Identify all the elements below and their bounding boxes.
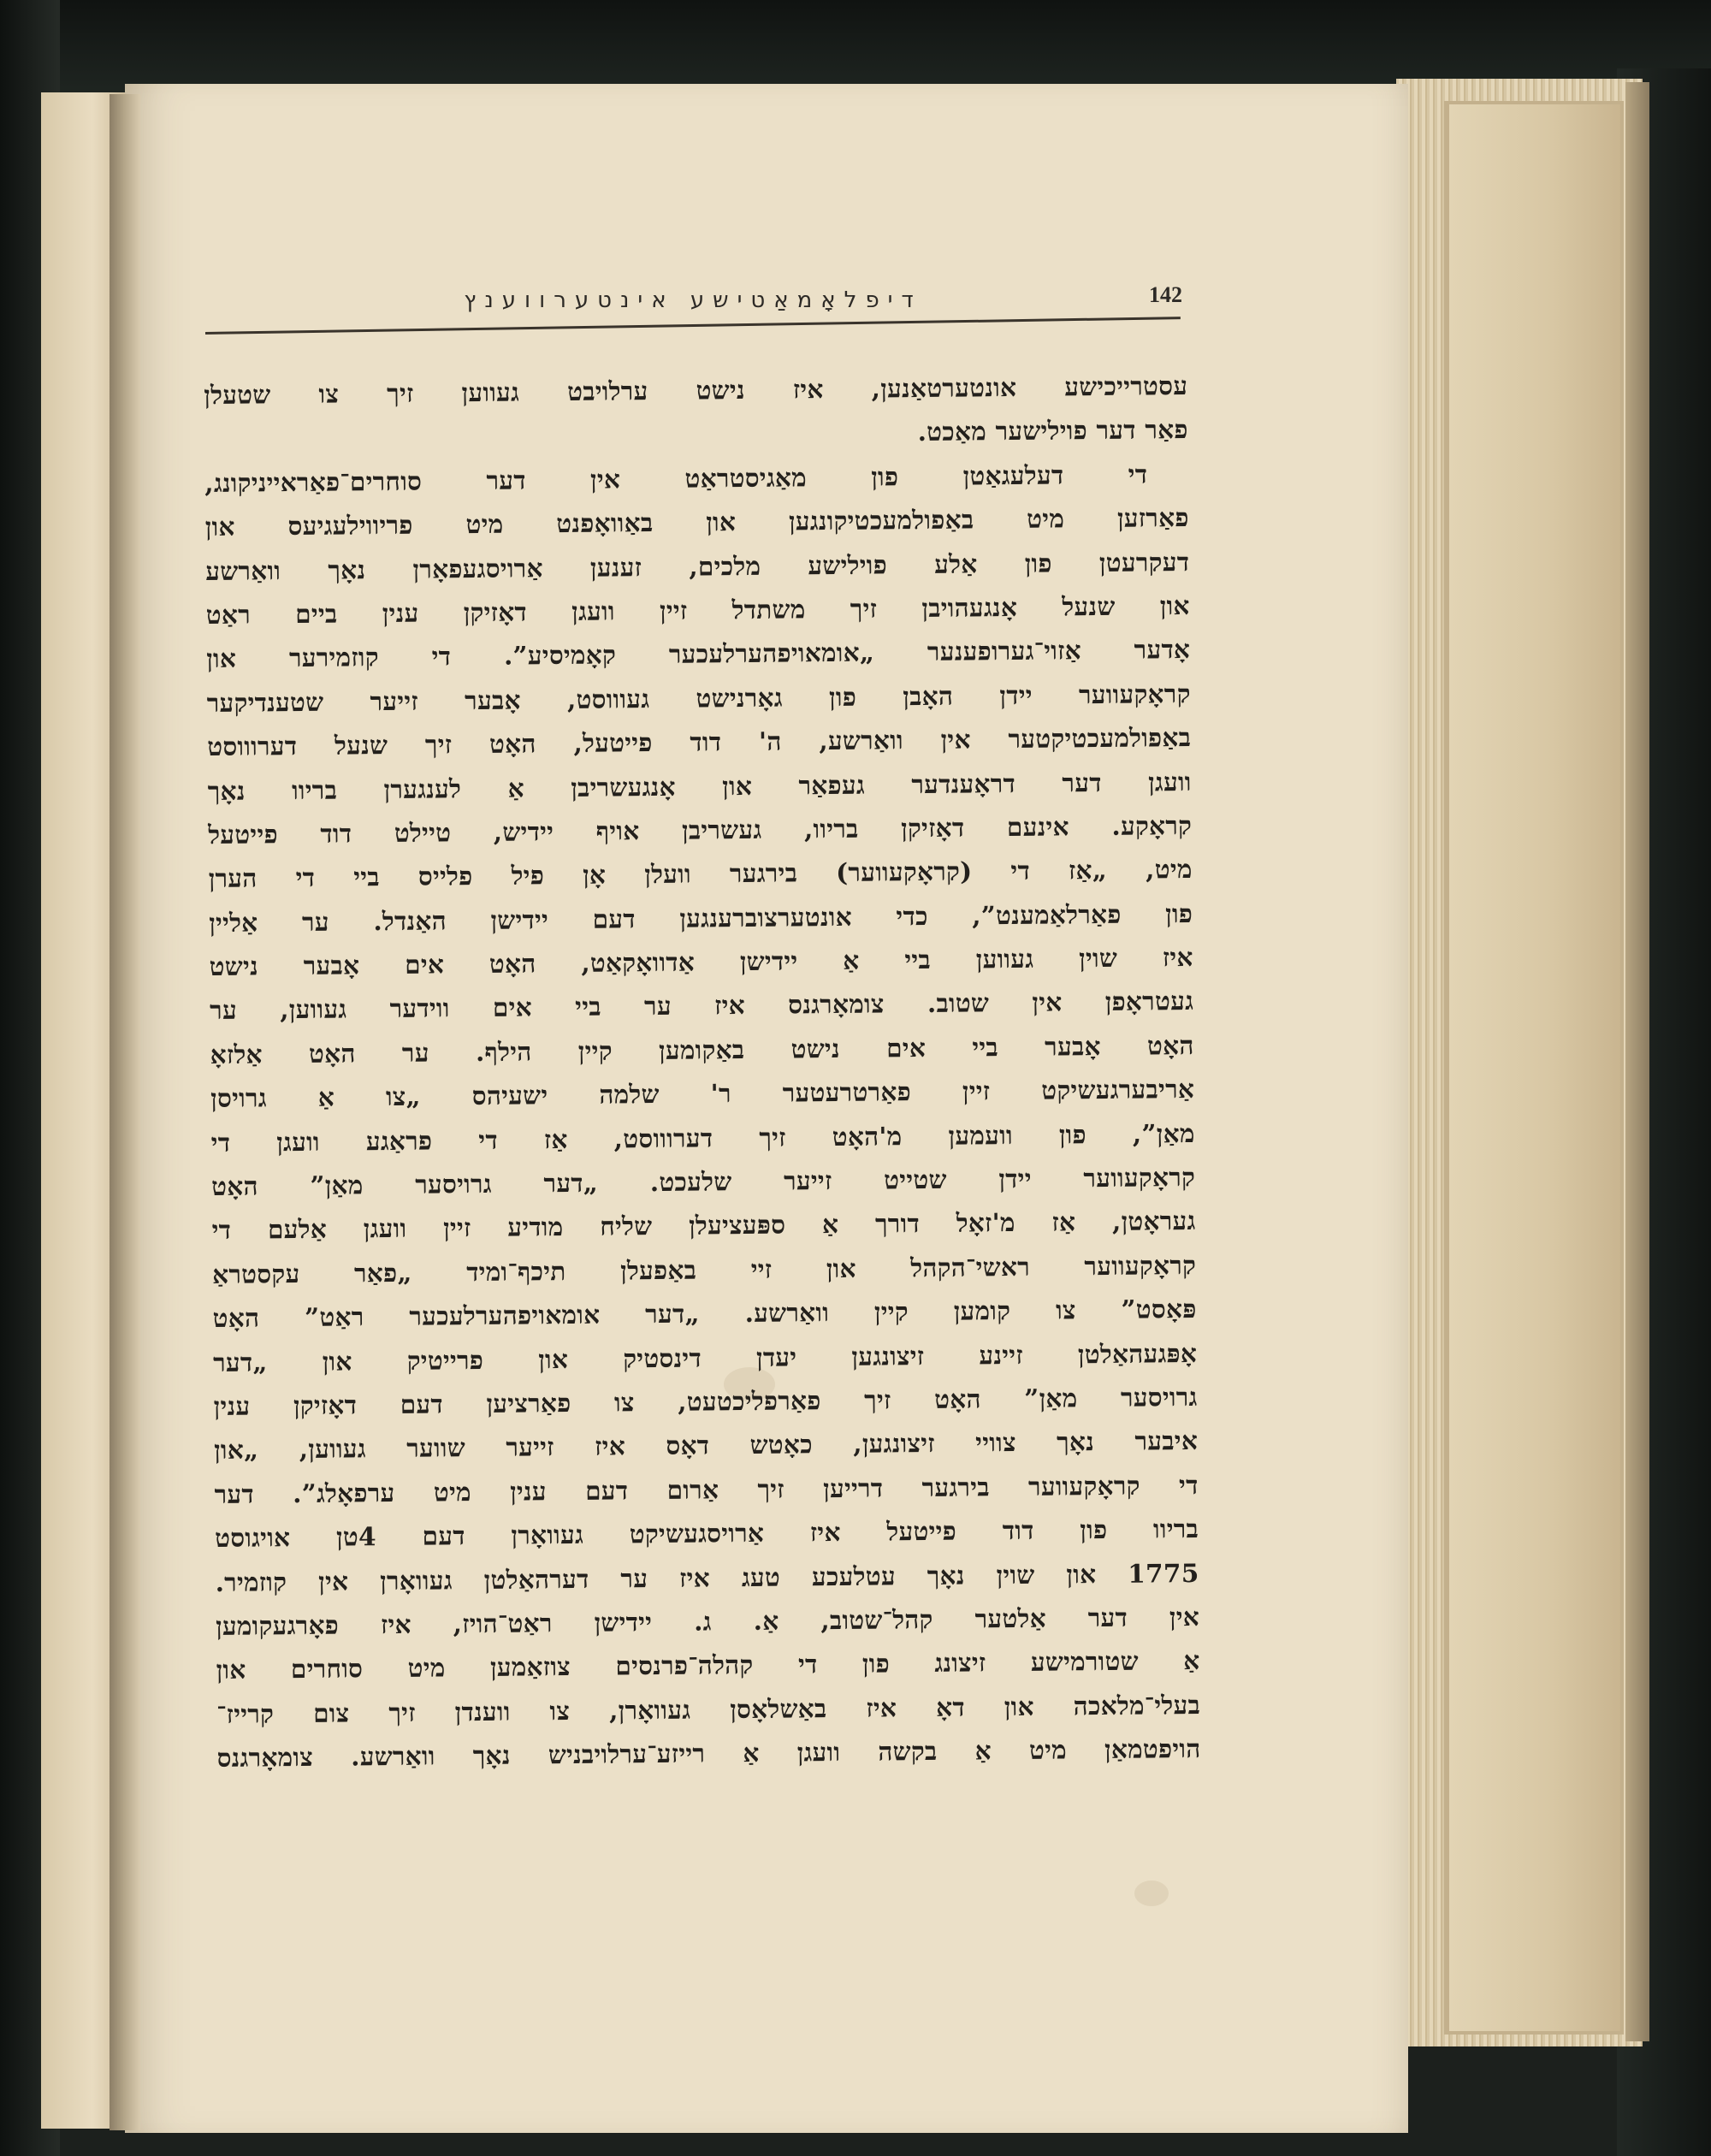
page-header xyxy=(205,282,1181,334)
text-line: פאַרזען מיט באַפולמעכטיקונגען און באַוואָפנט מיט פריווילעגיעס און xyxy=(204,502,1189,542)
running-title: דיפלאָמאַטישע אינטערווענץ xyxy=(464,287,922,313)
text-line: אַריבערגעשיקט זיין פאַרטרעטער ר' שלמה ישעיהס „צו אַ גרויסן xyxy=(210,1074,1195,1114)
text-line: אין דער אַלטער קהל־שטוב, אַ. ג. יידישן ראַט־הויז, איז פאָרגעקומען xyxy=(215,1601,1200,1641)
text-line: אָפּגעהאַלטן זיינע זיצונגען יעדן דינסטיק און פרייטיק און „דער xyxy=(212,1337,1198,1377)
text-line: אַ שטורמישע זיצונג פון די קהלה־פרנסים צוזאַמען מיט סוחרים און xyxy=(216,1645,1200,1685)
text-line: 1775 און שוין נאָך עטלעכע טעג איז ער דערהאַלטן געוואָרן אין קוזמיר. xyxy=(215,1557,1199,1597)
text-line: עסטרייכישע אונטערטאַנען, איז נישט ערלויבט געווען זיך צו שטעלן xyxy=(204,370,1188,411)
page-stack-block xyxy=(1444,101,1624,2035)
book-gutter xyxy=(110,94,140,2130)
text-line: קראָקע. אינעם דאָזיקן בריוו, געשריבן אויף יידיש, טיילט דוד פייטעל xyxy=(208,809,1193,850)
text-line: מאַן”, פון וועמען מ'האָט זיך דערוווסט, אַז די פראַגע וועגן די xyxy=(210,1117,1195,1158)
text-line: באַפולמעכטיקטער אין וואַרשע, ה' דוד פייטעל, האָט זיך שנעל דערוווסט xyxy=(207,722,1192,762)
text-line: האָט אָבער ביי אים נישט באַקומען קיין הילף. ער האָט אַלזאָ xyxy=(210,1029,1194,1069)
page-stack-edge xyxy=(1625,82,1649,2041)
text-line: איז שוין געווען ביי אַ יידישן אַדוואָקאַט, האָט אים אָבער נישט xyxy=(209,942,1193,982)
text-line: דעקרעטן פון אַלע פוילישע מלכים, זענען אַרויסגעפאָרן נאָך וואַרשע xyxy=(205,546,1190,586)
text-line: וועגן דער דראָענדער געפאַר און אָנגעשריבן אַ לענגערן בריוו נאָך xyxy=(207,766,1192,806)
text-line: פון פאַרלאַמענט”, כדי אונטערצוברענגען דעם יידישן האַנדל. ער אַליין xyxy=(209,897,1193,938)
text-line: קראָקעווער יידן שטייט זייער שלעכט. „דער גרויסער מאַן” האָט xyxy=(211,1161,1196,1202)
text-line: און שנעל אָנגעהויבן זיך משתדל זיין וועגן דאָזיקן ענין ביים ראַט xyxy=(205,589,1190,630)
text-line: אָדער אַזוי־גערופענער „אומאויפהערלעכער קאָמיסיע”. די קוזמירער און xyxy=(206,634,1191,674)
text-line: געטראָפן אין שטוב. צומאָרגנס איז ער ביי אים ווידער געווען, ער xyxy=(210,986,1194,1026)
text-line: הויפטמאַן מיט אַ בקשה וועגן אַ רייזע־ערלויבניש נאָך וואַרשע. צומאָרגנס xyxy=(216,1733,1201,1774)
text-line: בעלי־מלאכה און דאָ איז באַשלאָסן געוואָרן, צו ווענדן זיך צום קרייז־ xyxy=(216,1689,1201,1729)
paper-stain xyxy=(1134,1881,1169,1906)
page-number: 142 xyxy=(1149,282,1182,307)
text-line: קראָקעווער יידן האָבן פון גאָרנישט געוווסט, אָבער זייער שטענדיקער xyxy=(206,678,1191,718)
text-line: די דעלעגאַטן פון מאַגיסטראַט אין דער סוחרים־פאַראייניקונג, xyxy=(204,459,1148,498)
text-line: געראָטן, אַז מ'זאָל דורך אַ ספּעציעלן שליח מודיע זיין וועגן אַלעם די xyxy=(211,1205,1196,1246)
text-line: איבער נאָך צוויי זיצונגען, כאָטש דאָס איז זייער שווער געווען, „און xyxy=(213,1425,1199,1466)
text-line: בריוו פון דוד פייטעל איז אַרויסגעשיקט געוואָרן דעם 4טן אויגוסט xyxy=(214,1513,1199,1554)
text-line: די קראָקעווער בירגער דרייען זיך אַרום דעם ענין מיט ערפאָלג”. דער xyxy=(214,1469,1199,1509)
header-rule xyxy=(205,317,1181,335)
text-line: פאַר דער פוילישער מאַכט. xyxy=(917,414,1188,447)
text-line: גרויסער מאַן” האָט זיך פאַרפליכטעט, צו פאַרציען דעם דאָזיקן ענין xyxy=(213,1381,1198,1421)
text-line: פּאָסט” צו קומען קיין וואַרשע. „דער אומאויפהערלעכער ראַט” האָט xyxy=(212,1294,1197,1334)
text-line: קראָקעווער ראשי־הקהל און זיי באַפעלן תיכף־ומיד „פאַר עקסטראַ xyxy=(211,1249,1197,1289)
text-line: מיט, „אַז די (קראָקעווער) בירגער וועלן אָן פיל פלייס ביי די הערן xyxy=(208,854,1193,894)
body-text xyxy=(204,364,1201,1780)
